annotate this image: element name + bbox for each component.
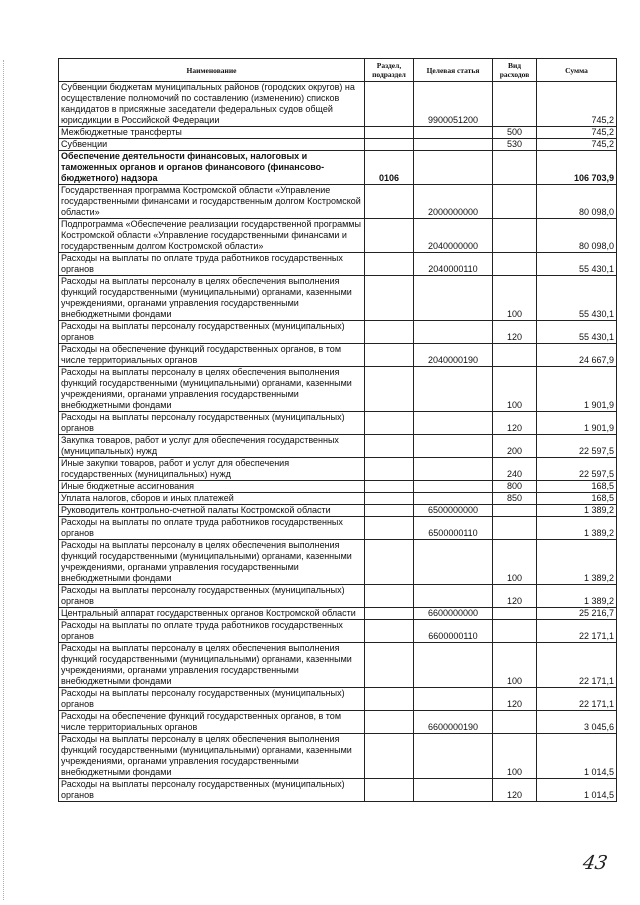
cell-sum: 1 901,9 [537,412,617,435]
cell-type: 530 [493,139,537,151]
scan-edge-mark [3,60,5,900]
cell-name: Государственная программа Костромской области «Управление государственными финансами и государственным долгом Костромской области» [59,185,365,219]
cell-target [414,779,493,802]
header-type: Вид расходов [493,59,537,82]
cell-section [365,219,414,253]
cell-section [365,481,414,493]
header-name: Наименование [59,59,365,82]
cell-target: 2040000000 [414,219,493,253]
table-row [59,412,617,435]
cell-sum: 745,2 [537,127,617,139]
table-row [59,620,617,643]
cell-type: 200 [493,435,537,458]
table-row [59,151,617,185]
cell-type [493,505,537,517]
cell-sum: 745,2 [537,139,617,151]
cell-type [493,253,537,276]
table-row [59,688,617,711]
table-row [59,321,617,344]
cell-type [493,517,537,540]
table-row [59,734,617,779]
cell-type: 500 [493,127,537,139]
cell-target [414,688,493,711]
cell-section [365,734,414,779]
cell-section [365,367,414,412]
cell-type: 120 [493,412,537,435]
cell-type: 100 [493,734,537,779]
cell-sum: 22 171,1 [537,643,617,688]
cell-name: Расходы на выплаты персоналу в целях обеспечения выполнения функций государственными (муниципальными) органами, казенными учреждениями, органами управления государственными внебюджетными фондами [59,734,365,779]
cell-type [493,620,537,643]
cell-type: 100 [493,540,537,585]
cell-target: 6500000000 [414,505,493,517]
cell-type: 100 [493,276,537,321]
cell-target [414,367,493,412]
cell-sum: 1 389,2 [537,540,617,585]
cell-sum: 22 597,5 [537,435,617,458]
cell-section [365,412,414,435]
cell-type: 100 [493,643,537,688]
cell-name: Субвенции бюджетам муниципальных районов (городских округов) на осуществление полномочий по составлению (изменению) списков кандидатов в присяжные заседатели федеральных судов общей юрисдикции в Российской Федерации [59,82,365,127]
table-row [59,481,617,493]
cell-target: 9900051200 [414,82,493,127]
cell-type: 240 [493,458,537,481]
header-section: Раздел, подраздел [365,59,414,82]
cell-type [493,151,537,185]
cell-target: 6500000110 [414,517,493,540]
cell-type [493,608,537,620]
cell-sum: 1 389,2 [537,505,617,517]
cell-sum: 745,2 [537,82,617,127]
cell-section [365,540,414,585]
table-row [59,185,617,219]
cell-section: 0106 [365,151,414,185]
cell-section [365,608,414,620]
cell-section [365,127,414,139]
cell-target [414,412,493,435]
table-row [59,219,617,253]
table-row [59,517,617,540]
cell-sum: 24 667,9 [537,344,617,367]
cell-name: Расходы на выплаты персоналу государственных (муниципальных) органов [59,585,365,608]
cell-section [365,517,414,540]
cell-section [365,253,414,276]
cell-sum: 1 901,9 [537,367,617,412]
cell-name: Иные закупки товаров, работ и услуг для обеспечения государственных (муниципальных) нужд [59,458,365,481]
table-row [59,276,617,321]
cell-section [365,505,414,517]
cell-sum: 22 171,1 [537,620,617,643]
cell-section [365,344,414,367]
cell-name: Расходы на выплаты персоналу государственных (муниципальных) органов [59,688,365,711]
table-row [59,493,617,505]
cell-section [365,620,414,643]
table-row [59,82,617,127]
cell-section [365,82,414,127]
cell-target [414,643,493,688]
cell-name: Уплата налогов, сборов и иных платежей [59,493,365,505]
cell-section [365,139,414,151]
table-row [59,253,617,276]
table-row [59,585,617,608]
cell-sum: 80 098,0 [537,219,617,253]
cell-sum: 55 430,1 [537,276,617,321]
cell-name: Субвенции [59,139,365,151]
cell-target: 6600000000 [414,608,493,620]
cell-section [365,276,414,321]
cell-name: Межбюджетные трансферты [59,127,365,139]
cell-name: Расходы на выплаты персоналу в целях обеспечения выполнения функций государственными (муниципальными) органами, казенными учреждениями, органами управления государственными внебюджетными фондами [59,540,365,585]
cell-type: 100 [493,367,537,412]
budget-table [58,58,617,802]
cell-name: Расходы на выплаты персоналу государственных (муниципальных) органов [59,779,365,802]
cell-target [414,151,493,185]
cell-section [365,435,414,458]
cell-type: 850 [493,493,537,505]
cell-type [493,344,537,367]
table-row [59,540,617,585]
cell-target [414,458,493,481]
cell-name: Закупка товаров, работ и услуг для обеспечения государственных (муниципальных) нужд [59,435,365,458]
cell-name: Расходы на выплаты персоналу государственных (муниципальных) органов [59,321,365,344]
table-row [59,505,617,517]
cell-target [414,435,493,458]
cell-name: Расходы на выплаты персоналу государственных (муниципальных) органов [59,412,365,435]
cell-section [365,779,414,802]
page-number: 43 [581,852,610,874]
cell-name: Расходы на выплаты по оплате труда работников государственных органов [59,517,365,540]
cell-sum: 55 430,1 [537,253,617,276]
cell-sum: 168,5 [537,493,617,505]
cell-type: 120 [493,585,537,608]
cell-section [365,185,414,219]
cell-name: Расходы на выплаты персоналу в целях обеспечения выполнения функций государственными (муниципальными) органами, казенными учреждениями, органами управления государственными внебюджетными фондами [59,643,365,688]
cell-type [493,711,537,734]
table-row [59,367,617,412]
cell-type: 800 [493,481,537,493]
table-row [59,608,617,620]
cell-target [414,127,493,139]
header-target: Целевая статья [414,59,493,82]
cell-type: 120 [493,321,537,344]
cell-target [414,139,493,151]
cell-name: Расходы на выплаты персоналу в целях обеспечения выполнения функций государственными (муниципальными) органами, казенными учреждениями, органами управления государственными внебюджетными фондами [59,276,365,321]
cell-sum: 55 430,1 [537,321,617,344]
cell-sum: 22 597,5 [537,458,617,481]
cell-target [414,585,493,608]
cell-name: Подпрограмма «Обеспечение реализации государственной программы Костромской области «Управление государственными финансами и государственным долгом Костромской области» [59,219,365,253]
cell-target [414,540,493,585]
cell-name: Расходы на выплаты персоналу в целях обеспечения выполнения функций государственными (муниципальными) органами, казенными учреждениями, органами управления государственными внебюджетными фондами [59,367,365,412]
cell-type [493,82,537,127]
cell-target: 6600000110 [414,620,493,643]
cell-target [414,734,493,779]
cell-section [365,688,414,711]
cell-section [365,321,414,344]
cell-target [414,321,493,344]
table-row [59,643,617,688]
cell-target: 2040000110 [414,253,493,276]
table-row [59,435,617,458]
cell-sum: 1 389,2 [537,585,617,608]
cell-target [414,493,493,505]
table-row [59,458,617,481]
cell-target: 6600000190 [414,711,493,734]
cell-type: 120 [493,779,537,802]
cell-name: Расходы на выплаты по оплате труда работников государственных органов [59,620,365,643]
header-sum: Сумма [537,59,617,82]
cell-type [493,185,537,219]
cell-name: Руководитель контрольно-счетной палаты Костромской области [59,505,365,517]
cell-target: 2000000000 [414,185,493,219]
cell-target [414,481,493,493]
cell-name: Расходы на обеспечение функций государственных органов, в том числе территориальных органов [59,344,365,367]
cell-sum: 22 171,1 [537,688,617,711]
cell-section [365,585,414,608]
cell-sum: 80 098,0 [537,185,617,219]
cell-target: 2040000190 [414,344,493,367]
cell-target [414,276,493,321]
table-row [59,344,617,367]
cell-name: Обеспечение деятельности финансовых, налоговых и таможенных органов и органов финансового (финансово-бюджетного) надзора [59,151,365,185]
cell-section [365,643,414,688]
cell-name: Иные бюджетные ассигнования [59,481,365,493]
cell-type: 120 [493,688,537,711]
cell-sum: 168,5 [537,481,617,493]
cell-sum: 1 389,2 [537,517,617,540]
table-row [59,139,617,151]
table-header-row [59,59,617,82]
table-row [59,711,617,734]
table-row [59,779,617,802]
cell-name: Расходы на выплаты по оплате труда работников государственных органов [59,253,365,276]
table-row [59,127,617,139]
cell-sum: 3 045,6 [537,711,617,734]
cell-type [493,219,537,253]
cell-sum: 1 014,5 [537,734,617,779]
cell-sum: 1 014,5 [537,779,617,802]
cell-section [365,711,414,734]
cell-name: Расходы на обеспечение функций государственных органов, в том числе территориальных органов [59,711,365,734]
cell-section [365,493,414,505]
cell-sum: 25 216,7 [537,608,617,620]
cell-name: Центральный аппарат государственных органов Костромской области [59,608,365,620]
cell-section [365,458,414,481]
cell-sum: 106 703,9 [537,151,617,185]
